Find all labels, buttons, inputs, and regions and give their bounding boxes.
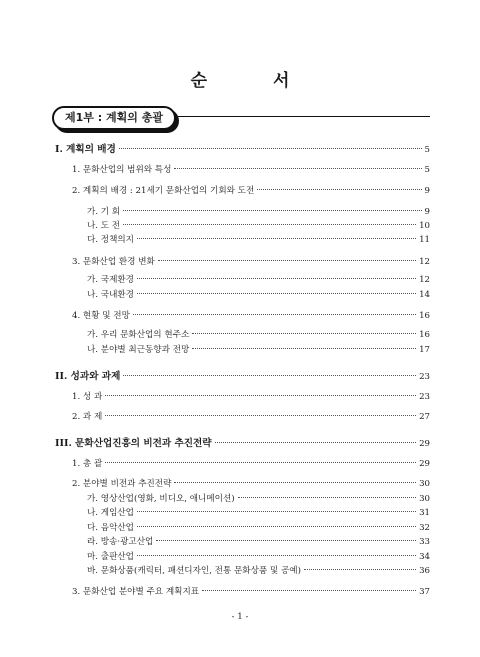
part-heading: 제1부 : 계획의 총괄 xyxy=(52,106,176,130)
toc-entry xyxy=(72,410,430,424)
toc-entry xyxy=(87,219,430,233)
toc-entry xyxy=(87,521,430,535)
toc-page-number: 9 xyxy=(424,186,430,196)
toc-label: 나. 도 전 xyxy=(87,221,121,231)
toc-entry xyxy=(72,585,430,599)
toc-page-number: 17 xyxy=(419,345,430,355)
toc-entry xyxy=(72,309,430,323)
part-divider xyxy=(176,116,430,117)
toc-leader-dots xyxy=(137,238,416,239)
toc-page-number: 27 xyxy=(419,412,430,422)
toc-page-number: 5 xyxy=(424,165,430,175)
toc-label: 마. 출판산업 xyxy=(87,552,134,562)
toc-page-number: 23 xyxy=(419,372,430,382)
toc-page-number: 10 xyxy=(419,221,430,231)
toc-label: 다. 정책의지 xyxy=(87,235,134,245)
toc-entry xyxy=(87,492,430,506)
toc-page-number: 23 xyxy=(419,392,430,402)
toc-entry xyxy=(87,506,430,520)
toc-label: 가. 영상산업(영화, 비디오, 애니메이션) xyxy=(87,494,235,504)
toc-leader-dots xyxy=(123,375,416,376)
toc-page-number: 29 xyxy=(419,439,430,449)
toc-leader-dots xyxy=(105,415,416,416)
toc-page-number: 14 xyxy=(419,290,430,300)
toc-label: 바. 문화상품(캐릭터, 패션디자인, 전통 문화상품 및 공예) xyxy=(87,566,301,576)
toc-label: 라. 방송·광고산업 xyxy=(87,537,154,547)
toc-label: 나. 게임산업 xyxy=(87,508,134,518)
toc-entry xyxy=(72,255,430,269)
toc-page-number: 32 xyxy=(419,523,430,533)
toc-leader-dots xyxy=(257,189,421,190)
toc-page-number: 16 xyxy=(419,311,430,321)
toc-entry xyxy=(87,564,430,578)
toc-label: III. 문화산업진흥의 비전과 추진전략 xyxy=(55,438,212,449)
toc-leader-dots xyxy=(238,497,416,498)
toc-entry xyxy=(87,288,430,302)
toc-label: 1. 성 과 xyxy=(72,392,103,402)
toc-entry xyxy=(72,477,430,491)
page-number: - 1 - xyxy=(231,612,249,622)
toc-label: 1. 총 괄 xyxy=(72,459,103,469)
toc-leader-dots xyxy=(202,590,416,591)
toc-section xyxy=(55,143,430,157)
toc-leader-dots xyxy=(304,569,416,570)
toc-page-number: 11 xyxy=(419,235,430,245)
toc-page-number: 30 xyxy=(419,494,430,504)
toc-page-number: 37 xyxy=(419,587,430,597)
toc-leader-dots xyxy=(174,168,421,169)
toc-label: 가. 우리 문화산업의 현주소 xyxy=(87,330,190,340)
toc-section xyxy=(55,437,430,451)
toc-leader-dots xyxy=(156,540,416,541)
toc-leader-dots xyxy=(158,260,416,261)
toc-label: 1. 문화산업의 범위와 특성 xyxy=(72,165,172,175)
toc-leader-dots xyxy=(137,555,416,556)
toc-entry xyxy=(87,273,430,287)
toc-entry xyxy=(87,205,430,219)
toc-leader-dots xyxy=(215,442,416,443)
toc-page-number: 9 xyxy=(424,207,430,217)
toc-label: 2. 계획의 배경 : 21세기 문화산업의 기회와 도전 xyxy=(72,186,255,196)
toc-page-number: 34 xyxy=(419,552,430,562)
toc-label: 3. 문화산업 환경 변화 xyxy=(72,257,155,267)
toc-label: 나. 분야별 최근동향과 전망 xyxy=(87,345,190,355)
toc-entry xyxy=(87,343,430,357)
toc-leader-dots xyxy=(137,511,416,512)
toc-page-number: 5 xyxy=(424,145,430,155)
toc-label: I. 계획의 배경 xyxy=(55,144,116,155)
toc-leader-dots xyxy=(192,333,416,334)
toc-entry xyxy=(87,328,430,342)
toc-label: 다. 음악산업 xyxy=(87,523,134,533)
toc-page-number: 30 xyxy=(419,479,430,489)
toc-page-number: 29 xyxy=(419,459,430,469)
toc-label: 가. 기 회 xyxy=(87,207,121,217)
toc-page-number: 16 xyxy=(419,330,430,340)
toc-entry xyxy=(72,163,430,177)
toc-label: 가. 국제환경 xyxy=(87,275,134,285)
toc-entry xyxy=(72,457,430,471)
toc-page-number: 12 xyxy=(419,257,430,267)
toc-page-number: 33 xyxy=(419,537,430,547)
toc-page-number: 12 xyxy=(419,275,430,285)
toc-leader-dots xyxy=(105,395,416,396)
toc-leader-dots xyxy=(137,293,416,294)
toc-leader-dots xyxy=(137,526,416,527)
page-title: 순 서 xyxy=(190,71,320,91)
toc-leader-dots xyxy=(123,210,421,211)
toc-label: 3. 문화산업 분야별 주요 계획지표 xyxy=(72,587,200,597)
toc-label: 나. 국내환경 xyxy=(87,290,134,300)
toc-entry xyxy=(72,184,430,198)
toc-entry xyxy=(87,550,430,564)
toc-label: 2. 과 제 xyxy=(72,412,103,422)
toc-leader-dots xyxy=(119,148,422,149)
toc-leader-dots xyxy=(123,224,416,225)
toc-leader-dots xyxy=(137,278,416,279)
toc-entry xyxy=(72,390,430,404)
toc-leader-dots xyxy=(105,462,416,463)
toc-entry xyxy=(87,535,430,549)
toc-label: 4. 현황 및 전망 xyxy=(72,311,130,321)
toc-section xyxy=(55,370,430,384)
toc-leader-dots xyxy=(174,482,416,483)
toc-page-number: 31 xyxy=(419,508,430,518)
toc-label: 2. 분야별 비전과 추진전략 xyxy=(72,479,172,489)
toc-page-number: 36 xyxy=(419,566,430,576)
toc-entry xyxy=(87,233,430,247)
toc-label: II. 성과와 과제 xyxy=(55,371,121,382)
toc-leader-dots xyxy=(133,314,416,315)
toc-leader-dots xyxy=(192,348,416,349)
